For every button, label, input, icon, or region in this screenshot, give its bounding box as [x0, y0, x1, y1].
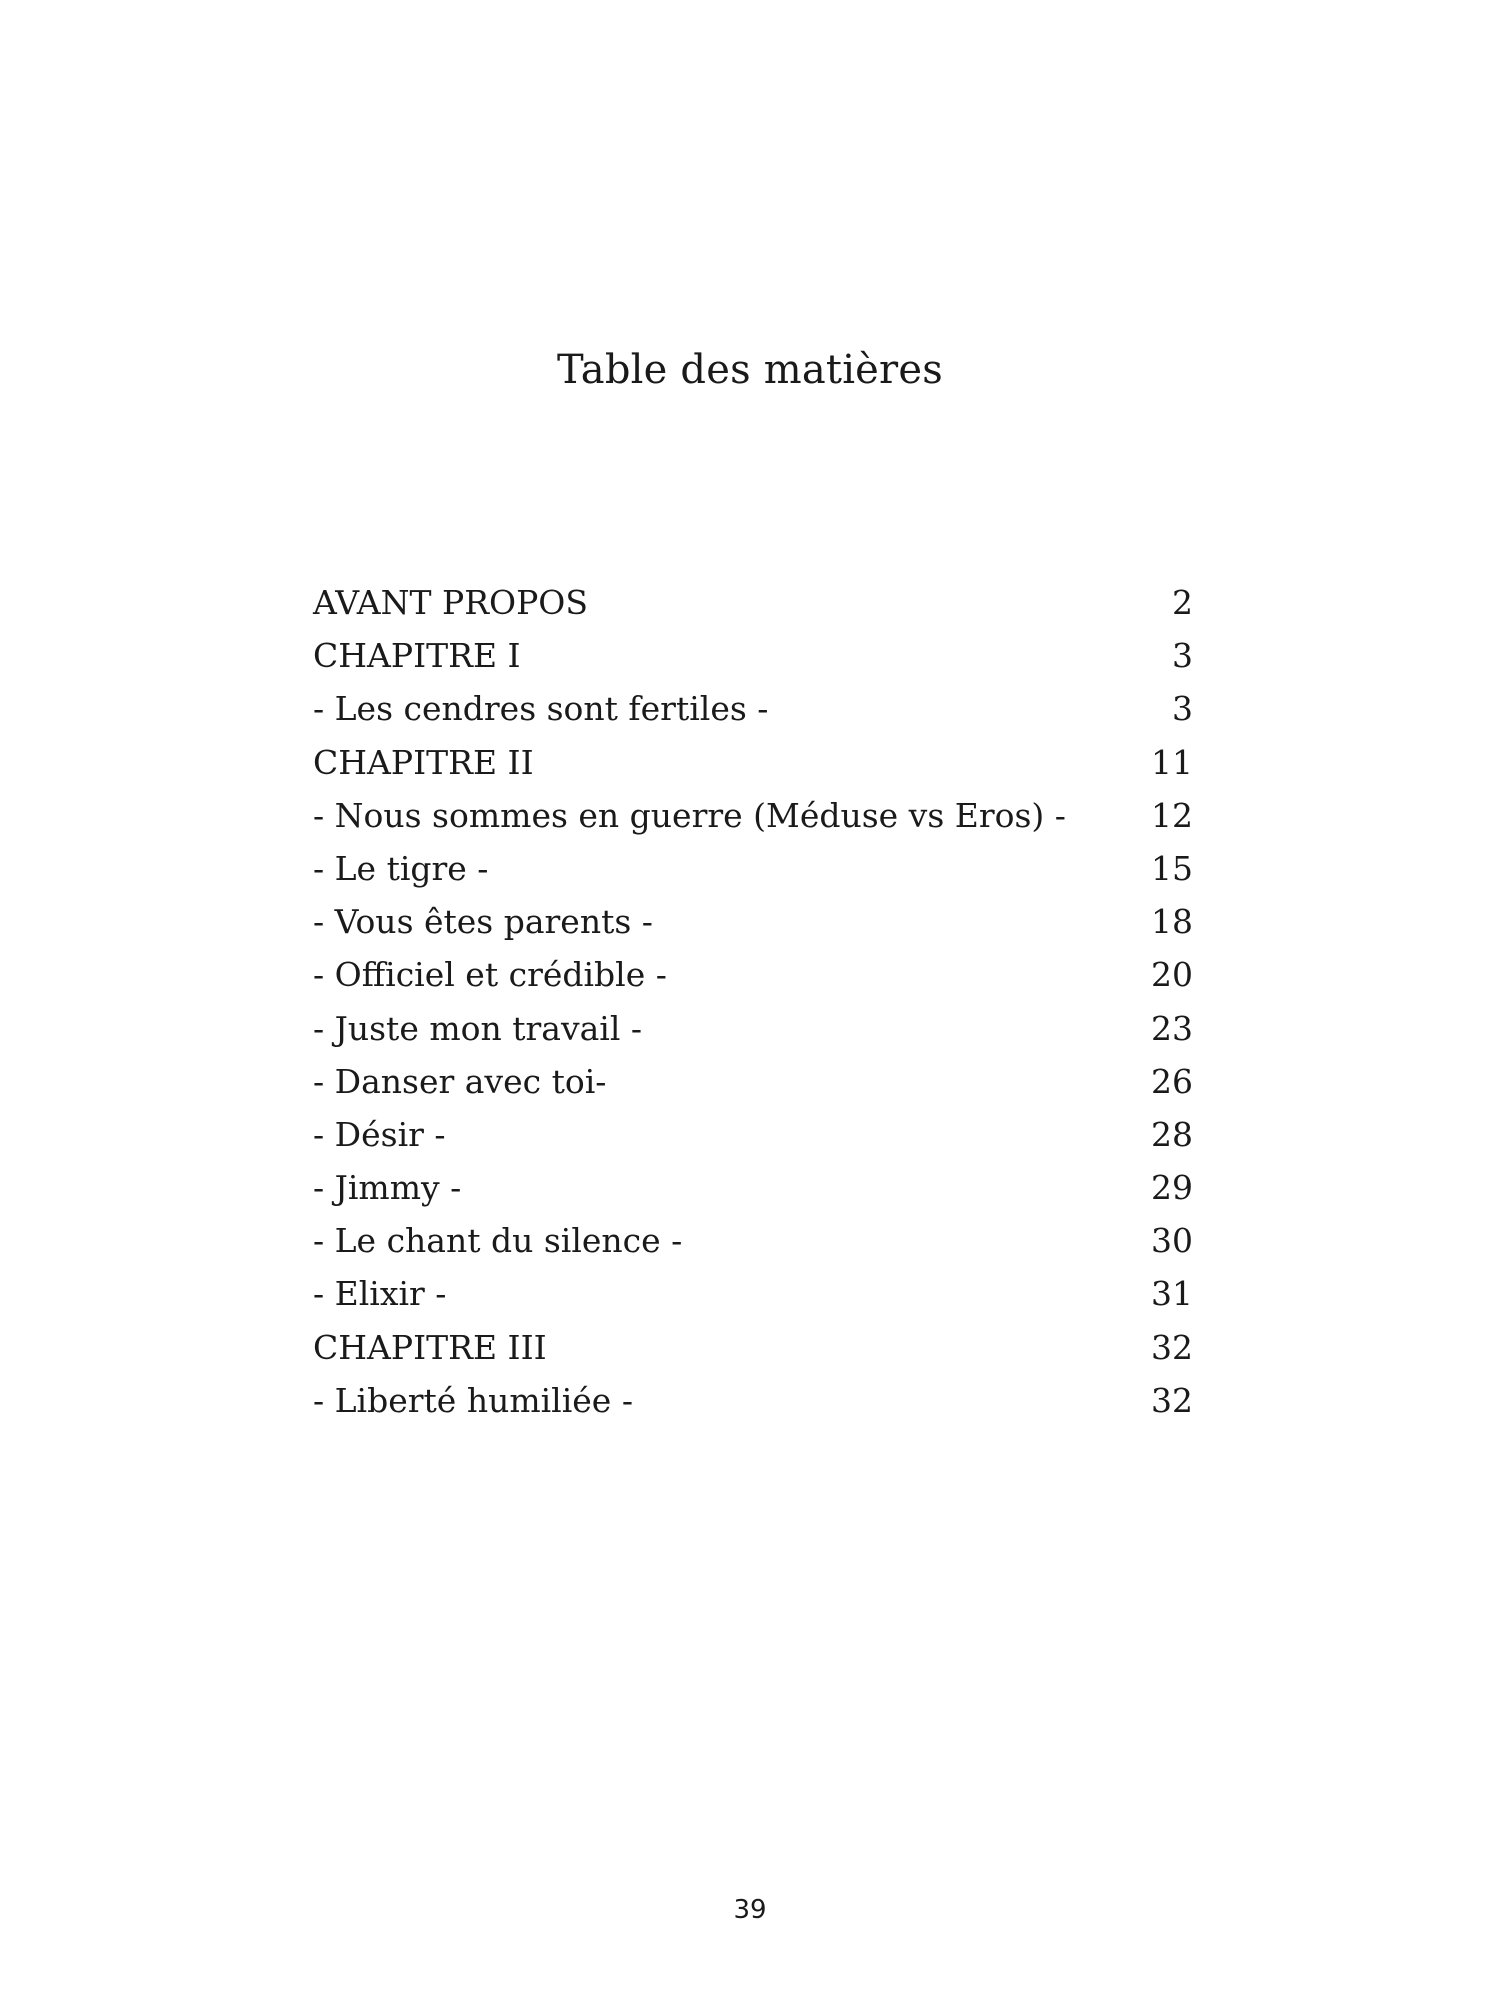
toc-entry	[313, 736, 1193, 789]
toc-entry	[313, 1161, 1193, 1214]
toc-entry	[313, 789, 1193, 842]
toc-entry-page: 3	[1172, 636, 1193, 676]
toc-entry-title: - Le tigre -	[313, 848, 489, 888]
toc-entry-page: 11	[1151, 742, 1193, 782]
toc-entry-title: - Nous sommes en guerre (Méduse vs Eros) -	[313, 795, 1066, 835]
toc-entry-page: 32	[1151, 1327, 1193, 1367]
toc-entry-title: - Liberté humiliée -	[313, 1380, 633, 1420]
table-of-contents	[313, 576, 1193, 1427]
toc-entry-title: CHAPITRE I	[313, 636, 521, 676]
toc-entry-title: CHAPITRE III	[313, 1327, 547, 1367]
toc-entry-title: - Jimmy -	[313, 1168, 462, 1208]
toc-entry	[313, 1108, 1193, 1161]
toc-entry-page: 2	[1172, 583, 1193, 622]
toc-entry	[313, 682, 1193, 735]
toc-entry	[313, 1267, 1193, 1320]
toc-entry-page: 15	[1151, 848, 1193, 888]
toc-entry	[313, 1374, 1193, 1427]
toc-entry	[313, 1002, 1193, 1055]
toc-entry-page: 32	[1151, 1380, 1193, 1420]
toc-entry	[313, 1321, 1193, 1374]
toc-entry-title: - Les cendres sont fertiles -	[313, 689, 769, 729]
toc-entry-title: - Officiel et crédible -	[313, 955, 667, 995]
toc-entry-title: AVANT PROPOS	[313, 583, 588, 622]
toc-entry	[313, 1055, 1193, 1108]
toc-entry	[313, 576, 1193, 629]
toc-entry-page: 26	[1151, 1061, 1193, 1101]
toc-entry-page: 18	[1151, 902, 1193, 942]
toc-entry-title: - Elixir -	[313, 1274, 447, 1314]
toc-entry-page: 28	[1151, 1114, 1193, 1154]
toc-entry-title: - Juste mon travail -	[313, 1008, 643, 1048]
page-number: 39	[733, 1895, 767, 1925]
toc-entry	[313, 895, 1193, 948]
toc-entry-page: 12	[1151, 795, 1193, 835]
toc-entry	[313, 948, 1193, 1001]
page-title: Table des matières	[557, 347, 943, 393]
toc-entry-title: - Le chant du silence -	[313, 1221, 683, 1261]
toc-entry-page: 3	[1172, 689, 1193, 729]
toc-entry-title: - Désir -	[313, 1114, 446, 1154]
toc-entry-page: 20	[1151, 955, 1193, 995]
toc-entry-page: 30	[1151, 1221, 1193, 1261]
toc-entry-page: 23	[1151, 1008, 1193, 1048]
toc-entry-title: CHAPITRE II	[313, 742, 534, 782]
toc-entry-page: 29	[1151, 1168, 1193, 1208]
toc-entry	[313, 842, 1193, 895]
toc-entry-title: - Danser avec toi-	[313, 1061, 607, 1101]
toc-entry-page: 31	[1151, 1274, 1193, 1314]
toc-entry-title: - Vous êtes parents -	[313, 902, 653, 942]
toc-entry	[313, 1214, 1193, 1267]
toc-entry	[313, 629, 1193, 682]
